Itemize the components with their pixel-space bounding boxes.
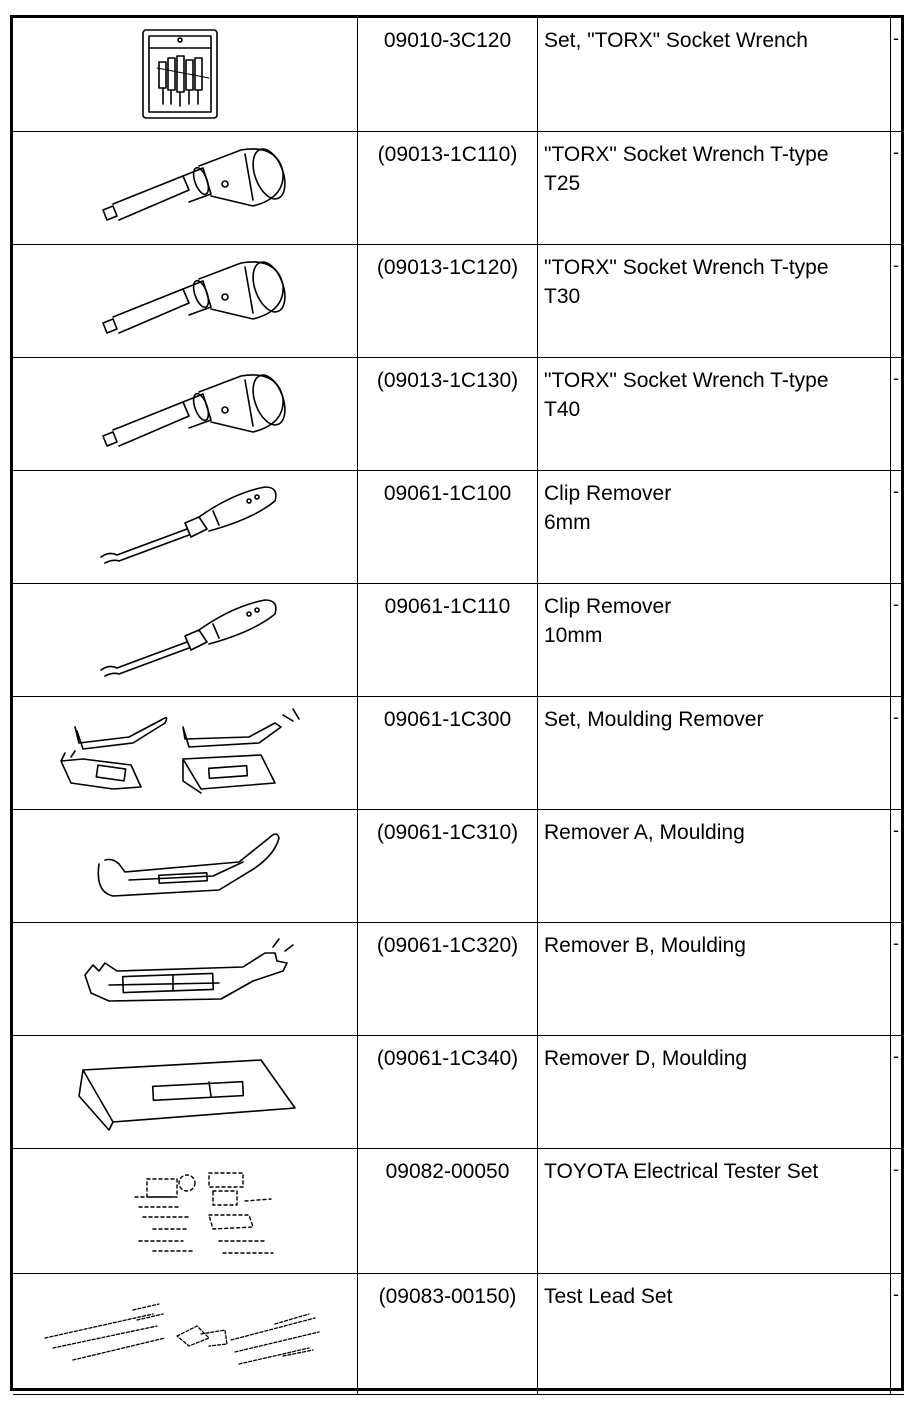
table-row — [13, 1035, 904, 1148]
moulding-remover-d-icon — [13, 1036, 357, 1148]
test-lead-set-icon — [13, 1274, 357, 1394]
tool-illustration-cell — [13, 18, 358, 131]
torx-socket-wrench-icon — [13, 132, 357, 244]
part-number: (09061-1C320) — [376, 933, 519, 957]
table-row — [13, 1273, 904, 1394]
tool-illustration-cell — [13, 1273, 358, 1394]
quantity-dash: - — [893, 706, 899, 727]
tool-name: Set, Moulding Remover — [544, 707, 764, 731]
table-row — [13, 470, 904, 583]
quantity-dash: - — [893, 1045, 899, 1066]
part-number: 09061-1C110 — [384, 594, 511, 618]
moulding-remover-b-icon — [13, 923, 357, 1035]
part-number: (09013-1C120) — [376, 255, 519, 279]
tool-illustration-cell — [13, 131, 358, 244]
torx-socket-wrench-set-icon — [13, 18, 357, 130]
part-number: 09061-1C300 — [383, 707, 512, 731]
table-row — [13, 357, 904, 470]
part-number: 09061-1C100 — [383, 481, 512, 505]
part-number: (09013-1C130) — [376, 368, 519, 392]
part-number: (09061-1C340) — [376, 1046, 519, 1070]
table-row — [13, 696, 904, 809]
tool-name: "TORX" Socket Wrench T-type T30 — [544, 255, 829, 308]
tool-name: Clip Remover 10mm — [544, 594, 672, 647]
part-number: 09010-3C120 — [383, 29, 512, 52]
quantity-dash: - — [893, 593, 899, 614]
tool-illustration-cell — [13, 696, 358, 809]
tool-name: Remover D, Moulding — [544, 1046, 748, 1070]
part-number: (09061-1C310) — [376, 820, 519, 844]
quantity-dash: - — [893, 367, 899, 388]
tool-name: TOYOTA Electrical Tester Set — [544, 1159, 819, 1183]
table-row — [13, 18, 904, 131]
quantity-dash: - — [893, 932, 899, 953]
torx-socket-wrench-icon — [13, 358, 357, 470]
quantity-dash: - — [893, 28, 899, 48]
clip-remover-icon — [13, 584, 357, 696]
tool-name: Clip Remover 6mm — [544, 481, 672, 534]
torx-socket-wrench-icon — [13, 245, 357, 357]
tool-name: Remover A, Moulding — [544, 820, 745, 844]
quantity-dash: - — [893, 1283, 899, 1304]
quantity-dash: - — [893, 254, 899, 275]
tool-illustration-cell — [13, 922, 358, 1035]
table-row — [13, 922, 904, 1035]
tool-illustration-cell — [13, 357, 358, 470]
electrical-tester-set-icon — [13, 1149, 357, 1273]
quantity-dash: - — [893, 819, 899, 840]
quantity-dash: - — [893, 141, 899, 162]
quantity-dash: - — [893, 1158, 899, 1179]
tool-illustration-cell — [13, 470, 358, 583]
clip-remover-icon — [13, 471, 357, 583]
tool-illustration-cell — [13, 1035, 358, 1148]
moulding-remover-a-icon — [13, 810, 357, 922]
tool-illustration-cell — [13, 583, 358, 696]
moulding-remover-set-icon — [13, 697, 357, 809]
tool-illustration-cell — [13, 244, 358, 357]
tool-illustration-cell — [13, 809, 358, 922]
tool-name: Remover B, Moulding — [544, 933, 746, 957]
part-number: (09013-1C110) — [377, 142, 518, 166]
table-row — [13, 1148, 904, 1273]
tool-table — [10, 15, 904, 1391]
parts-table — [13, 18, 904, 1395]
quantity-dash: - — [893, 480, 899, 501]
table-row — [13, 244, 904, 357]
tool-name: "TORX" Socket Wrench T-type T25 — [544, 142, 829, 195]
part-number: 09082-00050 — [385, 1159, 510, 1183]
part-number: (09083-00150) — [378, 1284, 517, 1308]
table-row — [13, 583, 904, 696]
tool-name: Set, "TORX" Socket Wrench — [544, 29, 808, 52]
table-row — [13, 131, 904, 244]
tool-name: Test Lead Set — [544, 1284, 673, 1308]
tool-name: "TORX" Socket Wrench T-type T40 — [544, 368, 829, 421]
tool-illustration-cell — [13, 1148, 358, 1273]
table-row — [13, 809, 904, 922]
